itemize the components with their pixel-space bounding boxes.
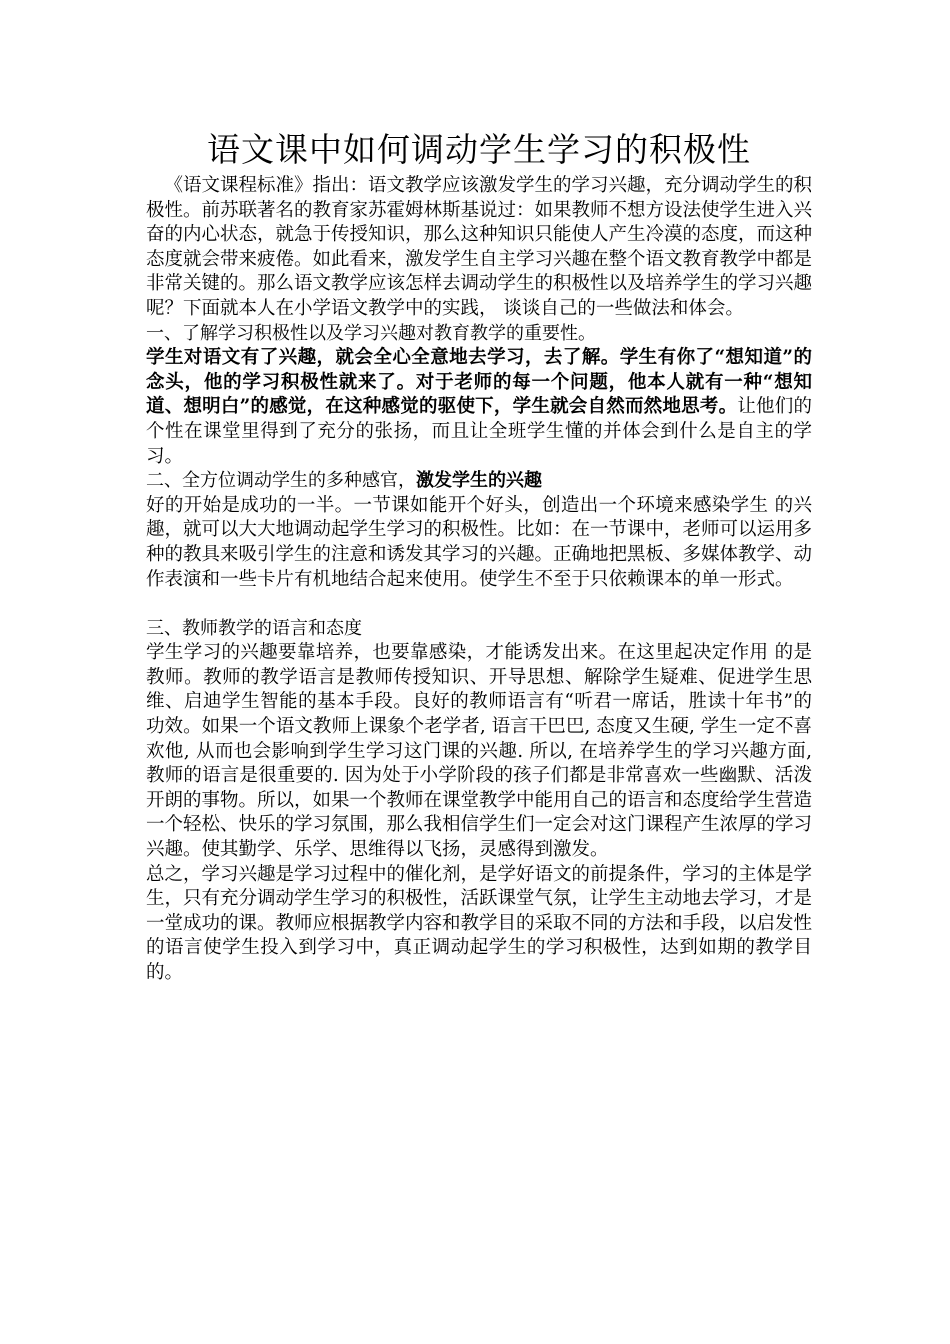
section1-heading: 一、了解学习积极性以及学习兴趣对教育教学的重要性。	[146, 322, 596, 344]
section2-paragraph: 好的开始是成功的一半。一节课如能开个好头，创造出一个环境来感染学生 的兴趣，就可以大大地调动起学生学习的积极性。比如：在一节课中，老师可以运用多种的教具来吸引学生的注意和诱发其学习的兴趣。正确地把黑板、多媒体教学、动作表演和一些卡片有机地结合起来使用。使学生不至于只依赖课本的单一形式。	[146, 494, 813, 590]
section1-emphasis: 学生对语文有了兴趣，就会全心全意地去学习，去了解。学生有你了“想知道”的念头，他的学习积极性就来了。对于老师的每一个问题，他本人就有一种“想知道、想明白”的感觉，在这种感觉的驱使下，学生就会自然而然地思考。	[146, 347, 812, 418]
section2-heading	[146, 469, 812, 494]
section1-rest: 让他们的个性在课堂里得到了充分的张扬，而且让全班学生懂的并体会到什么是自主的学习。	[146, 396, 812, 467]
intro-paragraph: 《语文课程标准》指出：语文教学应该激发学生的学习兴趣，充分调动学生的积极性。前苏联著名的教育家苏霍姆林斯基说过：如果教师不想方设法使学生进入兴奋的内心状态，就急于传授知识，那么这种知识只能使人产生冷漠的态度，而这种态度就会带来疲倦。如此看来，激发学生自主学习兴趣在整个语文教育教学中都是非常关键的。那么语文教学应该怎样去调动学生的积极性以及培养学生的学习兴趣呢？下面就本人在小学语文教学中的实践， 谈谈自己的一些做法和体会。	[146, 175, 813, 319]
section3-heading: 三、教师教学的语言和态度	[146, 617, 362, 639]
conclusion-paragraph: 总之，学习兴趣是学习过程中的催化剂，是学好语文的前提条件，学习的主体是学生，只有充分调动学生学习的积极性，活跃课堂气氛，让学生主动地去学习，才是一堂成功的课。教师应根据教学内容和教学目的采取不同的方法和手段，以启发性的语言使学生投入到学习中，真正调动起学生的学习积极性，达到如期的教学目的。	[146, 863, 813, 983]
section3-paragraph: 学生学习的兴趣要靠培养，也要靠感染，才能诱发出来。在这里起决定作用 的是教师。教师的教学语言是教师传授知识、开导思想、解除学生疑难、促进学生思维、启迪学生智能的基本手段。良好的教师语言有“听君一席话，胜读十年书”的功效。如果一个语文教师上课象个老学者, 语言干巴巴, 态度又生硬, 学生一定不喜欢他, 从而也会影响到学生学习这门课的兴趣. 所以, 在培养学生的学习兴趣方面, 教师的语言是很重要的. 因为处于小学阶段的孩子们都是非常喜欢一些幽默、活泼开朗的事物。所以，如果一个教师在课堂教学中能用自己的语言和态度给学生营造一个轻松、快乐的学习氛围，那么我相信学生们一定会对这门课程产生浓厚的学习兴趣。使其勤学、乐学、思维得以飞扬，灵感得到激发。	[146, 642, 813, 861]
section2-heading-emphasis: 激发学生的兴趣	[416, 470, 542, 492]
section2-heading-plain: 二、全方位调动学生的多种感官，	[146, 470, 416, 492]
blank-line	[146, 592, 812, 617]
document-title: 语文课中如何调动学生学习的积极性	[207, 130, 751, 169]
section1-paragraph	[146, 346, 812, 469]
document-page	[146, 126, 812, 986]
